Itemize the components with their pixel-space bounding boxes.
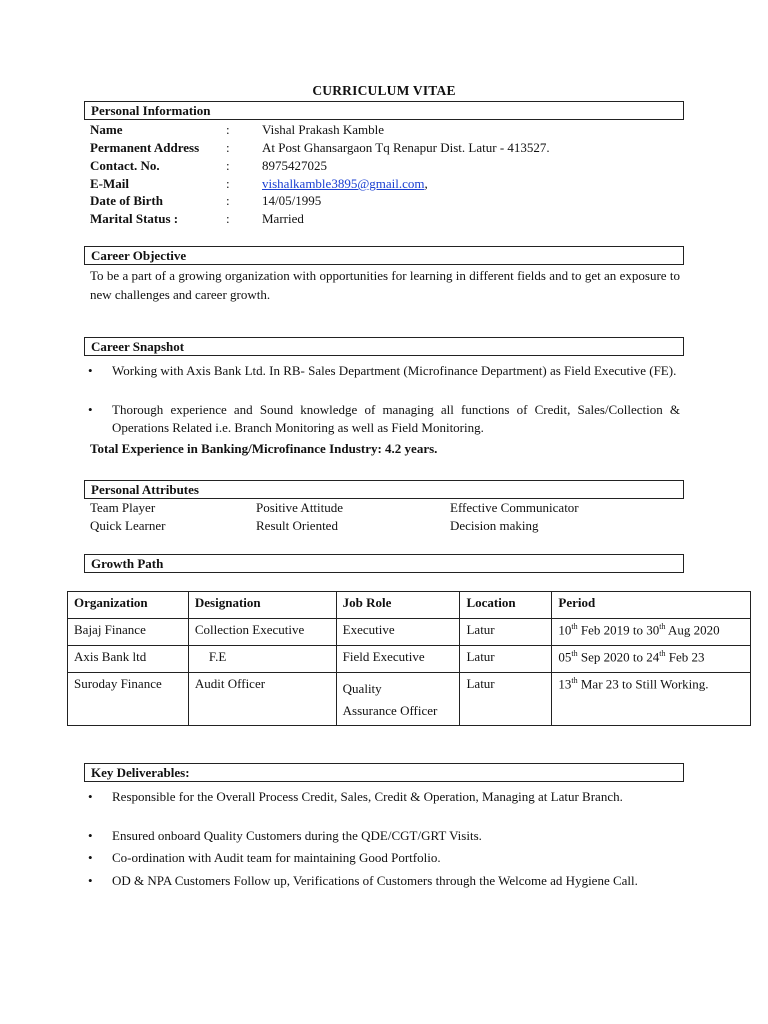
column-header: Period [552,592,751,619]
cell-location: Latur [460,673,552,726]
section-heading: Key Deliverables: [91,765,190,780]
attribute-item: Effective Communicator [450,500,579,515]
total-experience: Total Experience in Banking/Microfinance Industry: 4.2 years. [90,441,438,456]
bullet-icon: • [88,363,93,378]
bullet-icon: • [88,873,93,888]
cell-location: Latur [460,619,552,646]
section-growth-path [84,554,684,573]
bullet-icon: • [88,828,93,843]
field-value: 14/05/1995 [262,193,322,208]
attribute-item: Team Player [90,500,156,515]
field-label: E-Mail [90,176,129,191]
cell-designation: Collection Executive [188,619,336,646]
cell-organization: Bajaj Finance [68,619,189,646]
section-heading: Career Snapshot [91,339,185,354]
column-header: Location [460,592,552,619]
attribute-item: Result Oriented [256,518,338,533]
table-header-row [68,592,751,619]
cell-job-role: Executive [336,619,460,646]
section-key-deliverables [84,763,684,782]
section-career-objective [84,246,684,265]
cell-designation: Audit Officer [188,673,336,726]
column-header: Organization [68,592,189,619]
bullet-icon: • [88,402,93,417]
cell-organization: Axis Bank ltd [68,646,189,673]
cell-period: 10th Feb 2019 to 30th Aug 2020 [552,619,751,646]
bullet-icon: • [88,789,93,804]
field-label: Permanent Address [90,140,200,155]
field-value: 8975427025 [262,158,327,173]
career-objective-text: To be a part of a growing organization with opportunities for learning in different fields and to get an exposure to new challenges and career growth. [90,268,680,302]
cell-job-role: Field Executive [336,646,460,673]
section-heading: Personal Information [91,103,211,118]
column-header: Job Role [336,592,460,619]
table-row [68,673,751,726]
field-label: Marital Status : [90,211,179,226]
bullet-icon: • [88,850,93,865]
email-link[interactable]: vishalkamble3895@gmail.com [262,176,425,191]
cell-period: 05th Sep 2020 to 24th Feb 23 [552,646,751,673]
attribute-item: Quick Learner [90,518,166,533]
cv-page: CURRICULUM VITAE Personal Information Name : Vishal Prakash Kamble Permanent Address : At Post Ghansargaon Tq Renapur Dist. Latur - 413527. Contact. No. : 8975427025 E-Mail : vishalkamble3895@gmail.com, Date of Birth : 14/05/1995 Marital Status : : Married Career Objective To be a part of a growing organization with opportunities for learning in different fields and to get an exposure to new challenges and career growth. Career Snapshot • Working with Axis Bank Ltd. In RB- Sales Department (Microfinance Department) as Field Executive (FE). • Thorough experience and Sound knowledge of managing all functions of Credit, Sales/Collection & Operations Related i.e. Branch Monitoring as well as Field Monitoring. Total Experience in Banking/Microfinance Industry: 4.2 years. Personal Attributes Team Player Positive Attitude Effective Communicator Quick Learner Result Oriented Decision making Growth Path Organization Designation Job Role Location Period Bajaj Finance Collection Executive Executive Latur 10th Feb 2019 to 30th Aug 2020 Axis Bank ltd F.E Field Executive Latur 05th Sep 2020 to 24th Feb 23 Suroday Finance Audit Officer Quality Assurance Officer Latur 13th Mar 23 to Still Working. Key Deliverables: • Responsible for the Overall Process Credit, Sales, Credit & Operation, Managing at Latur Branch. • Ensured onboard Quality Customers during the QDE/CGT/GRT Visits. • Co-ordination with Audit team for maintaining Good Portfolio. • OD & NPA Customers Follow up, Verifications of Customers through the Welcome ad Hygiene Call. [0,0,768,1024]
section-heading: Career Objective [91,248,187,263]
cell-location: Latur [460,646,552,673]
section-personal-information [84,101,684,120]
attribute-item: Positive Attitude [256,500,344,515]
field-label: Contact. No. [90,158,160,173]
section-heading: Growth Path [91,556,164,571]
table-row [68,619,751,646]
cell-period: 13th Mar 23 to Still Working. [552,673,751,726]
field-value: At Post Ghansargaon Tq Renapur Dist. Latur - 413527. [262,140,550,155]
document-title: CURRICULUM VITAE [312,83,456,98]
cell-designation: F.E [188,646,336,673]
cell-organization: Suroday Finance [68,673,189,726]
table-row [68,646,751,673]
field-value: Vishal Prakash Kamble [262,122,384,137]
section-personal-attributes [84,480,684,499]
field-value: Married [262,211,304,226]
attribute-item: Decision making [450,518,539,533]
column-header: Designation [188,592,336,619]
section-career-snapshot [84,337,684,356]
field-label: Name [90,122,123,137]
section-heading: Personal Attributes [91,482,199,497]
growth-path-table [67,591,751,726]
field-label: Date of Birth [90,193,163,208]
cell-job-role: Quality Assurance Officer [336,673,460,726]
